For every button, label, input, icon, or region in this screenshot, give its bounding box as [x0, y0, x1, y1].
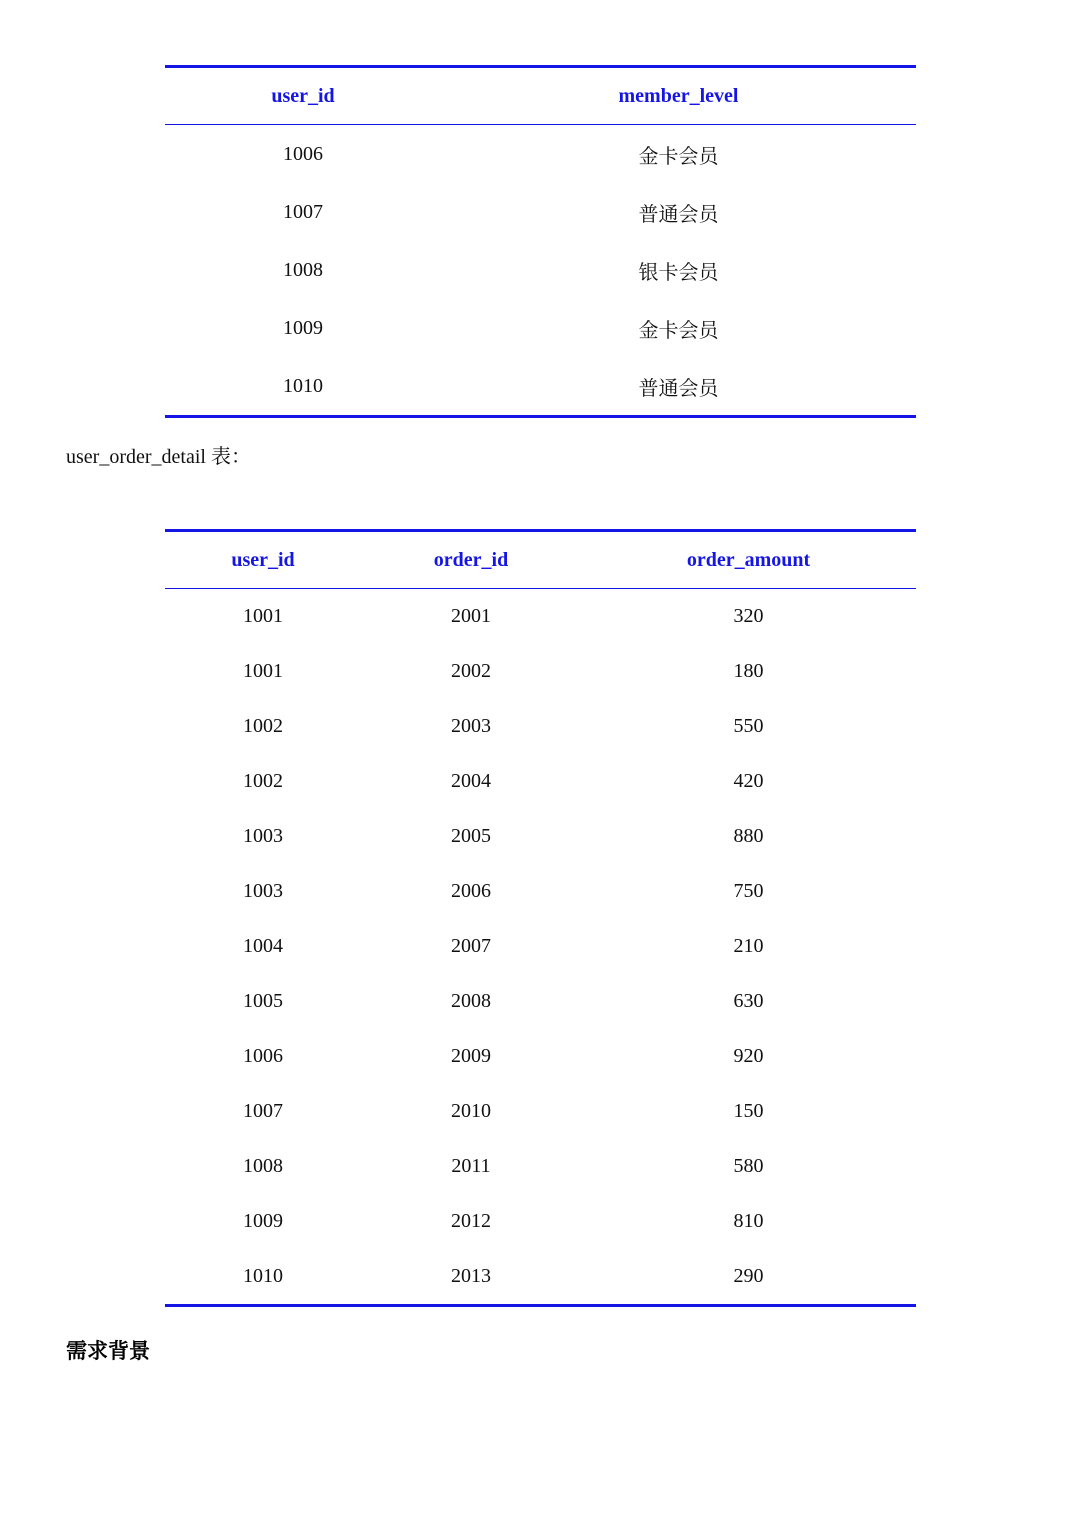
cell-order-id: 2009: [451, 1045, 491, 1067]
cell-order-id: 2001: [451, 605, 491, 627]
section-heading: 需求背景: [66, 1339, 150, 1363]
cell-order-amount: 180: [733, 660, 764, 682]
table-row: [165, 1194, 916, 1249]
cell-order-id: 2013: [361, 1249, 581, 1306]
cell-user-id: 1006: [243, 1045, 283, 1067]
cell-user-id: 1006: [283, 142, 323, 165]
cell-order-amount: 320: [733, 605, 764, 627]
cell-order-id: 2004: [451, 770, 491, 792]
column-header-member-level: member_level: [441, 67, 916, 125]
table-row: [165, 589, 916, 645]
cell-member-level: 普通会员: [441, 357, 916, 417]
table-row: [165, 864, 916, 919]
cell-order-id: 2003: [451, 715, 491, 737]
table-row: [165, 1084, 916, 1139]
table-row: [165, 125, 916, 184]
table-header-row: [165, 531, 916, 589]
cell-user-id: 1002: [243, 770, 283, 792]
table-row: [165, 919, 916, 974]
cell-order-id: 2008: [451, 990, 491, 1012]
cell-order-amount: 580: [733, 1155, 764, 1177]
cell-user-id: 1010: [165, 1249, 361, 1306]
table-header-row: [165, 67, 916, 125]
column-header-user-id: user_id: [165, 67, 441, 125]
table-row: [165, 809, 916, 864]
cell-user-id: 1002: [243, 715, 283, 737]
cell-member-level: 普通会员: [638, 203, 719, 226]
cell-order-id: 2010: [451, 1100, 491, 1122]
table-row: [165, 754, 916, 809]
cell-order-id: 2002: [451, 660, 491, 682]
cell-user-id: 1004: [243, 935, 283, 957]
order-table-caption: user_order_detail 表：: [66, 446, 251, 468]
cell-order-id: 2006: [451, 880, 491, 902]
cell-order-amount: 920: [733, 1045, 764, 1067]
table-row: [165, 1139, 916, 1194]
member-level-table: [165, 65, 916, 418]
cell-order-amount: 210: [733, 935, 764, 957]
cell-order-amount: 810: [733, 1210, 764, 1232]
cell-user-id: 1009: [243, 1210, 283, 1232]
table-row: [165, 299, 916, 357]
user-order-detail-table: [165, 529, 916, 1307]
table-row: [165, 183, 916, 241]
table-row: [165, 357, 916, 417]
table-row: [165, 241, 916, 299]
cell-order-amount: 420: [733, 770, 764, 792]
cell-order-amount: 880: [733, 825, 764, 847]
cell-user-id: 1010: [165, 357, 441, 417]
cell-user-id: 1007: [283, 200, 323, 223]
cell-order-id: 2012: [451, 1210, 491, 1232]
cell-user-id: 1008: [243, 1155, 283, 1177]
table-row: [165, 974, 916, 1029]
cell-order-amount: 630: [733, 990, 764, 1012]
cell-user-id: 1007: [243, 1100, 283, 1122]
cell-user-id: 1005: [243, 990, 283, 1012]
column-header-user-id: user_id: [165, 531, 361, 589]
cell-order-id: 2011: [451, 1155, 491, 1177]
cell-order-id: 2005: [451, 825, 491, 847]
cell-order-amount: 290: [581, 1249, 916, 1306]
column-header-order-id: order_id: [361, 531, 581, 589]
cell-member-level: 金卡会员: [638, 145, 719, 168]
cell-user-id: 1009: [283, 316, 323, 339]
table-row: [165, 644, 916, 699]
column-header-order-amount: order_amount: [581, 531, 916, 589]
cell-order-amount: 550: [733, 715, 764, 737]
cell-user-id: 1003: [243, 880, 283, 902]
table-row: [165, 699, 916, 754]
table-row: [165, 1249, 916, 1306]
cell-order-id: 2007: [451, 935, 491, 957]
cell-user-id: 1003: [243, 825, 283, 847]
cell-user-id: 1008: [283, 258, 323, 281]
cell-user-id: 1001: [243, 605, 283, 627]
cell-member-level: 金卡会员: [638, 319, 719, 342]
cell-member-level: 银卡会员: [638, 261, 719, 284]
cell-order-amount: 750: [733, 880, 764, 902]
cell-user-id: 1001: [243, 660, 283, 682]
table-row: [165, 1029, 916, 1084]
cell-order-amount: 150: [733, 1100, 764, 1122]
